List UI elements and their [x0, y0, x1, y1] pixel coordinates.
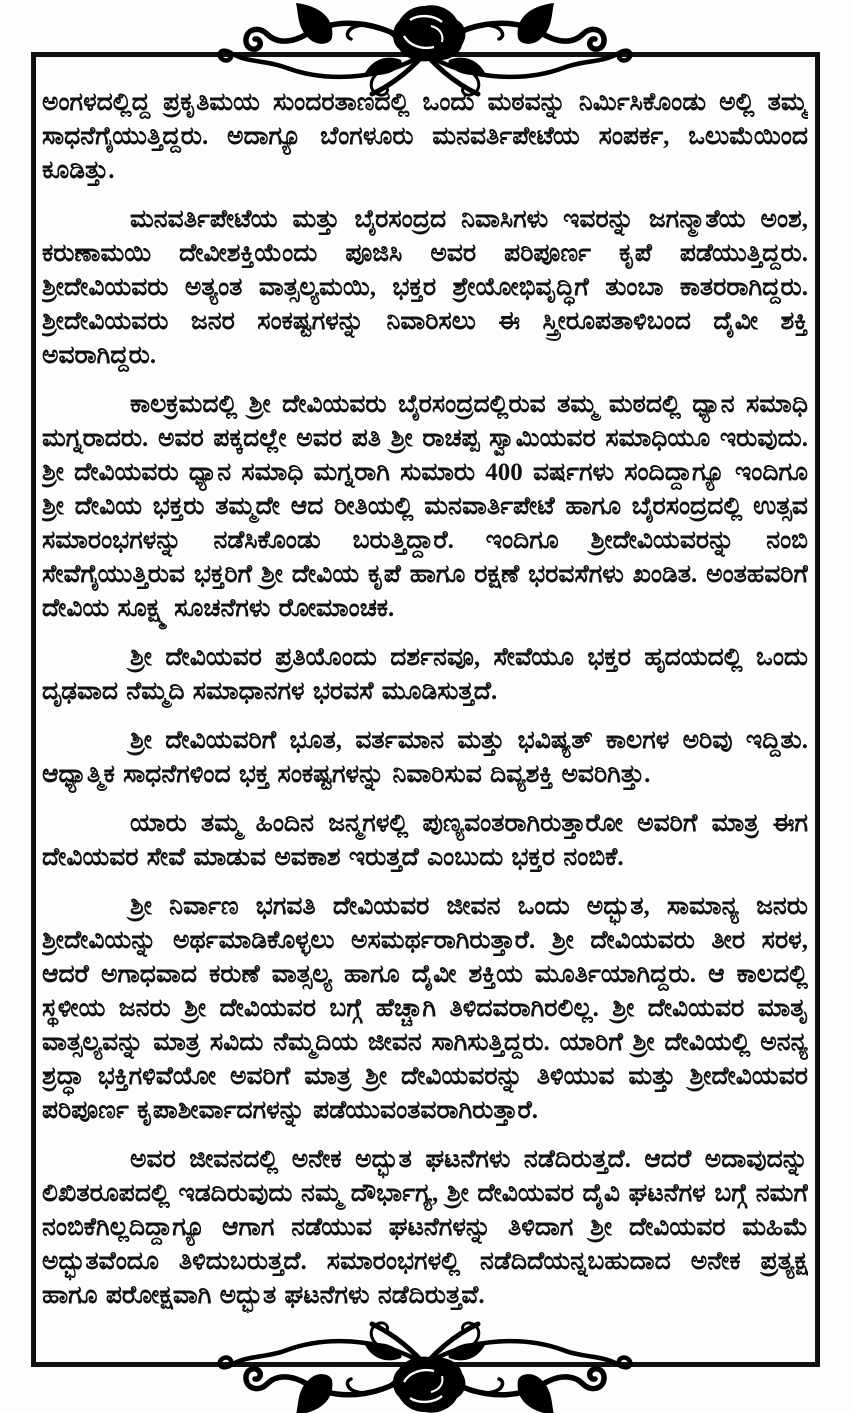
rose-flourish-ornament-bottom — [215, 1315, 635, 1413]
page-text-block — [42, 86, 808, 1313]
paragraph: ಶ್ರೀ ದೇವಿಯವರ ಪ್ರತಿಯೊಂದು ದರ್ಶನವೂ, ಸೇವೆಯೂ ಭಕ್ತರ ಹೃದಯದಲ್ಲಿ ಒಂದು ದೃಢವಾದ ನೆಮ್ಮದಿ ಸಮಾಧಾನಗಳ ಭರವಸೆ ಮೂಡಿಸುತ್ತದೆ. — [42, 644, 808, 705]
rose-icon — [393, 5, 465, 61]
paragraph: ಅಂಗಳದಲ್ಲಿದ್ದ ಪ್ರಕೃತಿಮಯ ಸುಂದರತಾಣದಲ್ಲಿ ಒಂದು ಮಠವನ್ನು ನಿರ್ಮಿಸಿಕೊಂಡು ಅಲ್ಲಿ ತಮ್ಮ ಸಾಧನೆಗೈಯುತ್ತಿದ್ದರು. ಅದಾಗ್ಯೂ ಬೆಂಗಳೂರು ಮನವರ್ತಿಪೇಟೆಯ ಸಂಪರ್ಕ, ಒಲುಮೆಯಿಂದ ಕೂಡಿತ್ತು. — [42, 89, 808, 184]
paragraph: ಯಾರು ತಮ್ಮ ಹಿಂದಿನ ಜನ್ಮಗಳಲ್ಲಿ ಪುಣ್ಯವಂತರಾಗಿರುತ್ತಾರೋ ಅವರಿಗೆ ಮಾತ್ರ ಈಗ ದೇವಿಯವರ ಸೇವೆ ಮಾಡುವ ಅವಕಾಶ ಇರುತ್ತದೆ ಎಂಬುದು ಭಕ್ತರ ನಂಬಿಕೆ. — [42, 810, 808, 871]
paragraph: ಮನವರ್ತಿಪೇಟೆಯ ಮತ್ತು ಬೈರಸಂದ್ರದ ನಿವಾಸಿಗಳು ಇವರನ್ನು ಜಗನ್ಮಾತೆಯ ಅಂಶ, ಕರುಣಾಮಯಿ ದೇವೀಶಕ್ತಿಯೆಂದು ಪೂಜಿಸಿ ಅವರ ಪರಿಪೂರ್ಣ ಕೃಪೆ ಪಡೆಯುತ್ತಿದ್ದರು. ಶ್ರೀದೇವಿಯವರು ಅತ್ಯಂತ ವಾತ್ಸಲ್ಯಮಯಿ, ಭಕ್ತರ ಶ್ರೇಯೋಭಿವೃದ್ಧಿಗೆ ತುಂಬಾ ಕಾತರರಾಗಿದ್ದರು. ಶ್ರೀದೇವಿಯವರು ಜನರ ಸಂಕಷ್ಟಗಳನ್ನು ನಿವಾರಿಸಲು ಈ ಸ್ತ್ರೀರೂಪತಾಳಿಬಂದ ದೈವೀ ಶಕ್ತಿ ಅವರಾಗಿದ್ದರು. — [42, 206, 808, 369]
paragraph: ಅವರ ಜೀವನದಲ್ಲಿ ಅನೇಕ ಅದ್ಭುತ ಘಟನೆಗಳು ನಡೆದಿರುತ್ತದೆ. ಆದರೆ ಅದಾವುದನ್ನು ಲಿಖಿತರೂಪದಲ್ಲಿ ಇಡದಿರುವುದು ನಮ್ಮ ದೌರ್ಭಾಗ್ಯ, ಶ್ರೀ ದೇವಿಯವರ ದೈವಿ ಘಟನೆಗಳ ಬಗ್ಗೆ ನಮಗೆ ನಂಬಿಕೆಗಿಲ್ಲದಿದ್ದಾಗ್ಯೂ ಆಗಾಗ ನಡೆಯುವ ಘಟನೆಗಳನ್ನು ತಿಳಿದಾಗ ಶ್ರೀ ದೇವಿಯವರ ಮಹಿಮೆ ಅದ್ಭುತವೆಂದೂ ತಿಳಿದುಬರುತ್ತದೆ. ಸಮಾರಂಭಗಳಲ್ಲಿ ನಡೆದಿದೆಯನ್ನಬಹುದಾದ ಅನೇಕ ಪ್ರತ್ಯಕ್ಷ ಹಾಗೂ ಪರೋಕ್ಷವಾಗಿ ಅದ್ಭುತ ಘಟನೆಗಳು ನಡೆದಿರುತ್ತವೆ. — [42, 1146, 808, 1309]
paragraph: ಶ್ರೀ ದೇವಿಯವರಿಗೆ ಭೂತ, ವರ್ತಮಾನ ಮತ್ತು ಭವಿಷ್ಯತ್ ಕಾಲಗಳ ಅರಿವು ಇದ್ದಿತು. ಆಧ್ಯಾತ್ಮಿಕ ಸಾಧನೆಗಳಿಂದ ಭಕ್ತ ಸಂಕಷ್ಟಗಳನ್ನು ನಿವಾರಿಸುವ ದಿವ್ಯಶಕ್ತಿ ಅವರಿಗಿತ್ತು. — [42, 727, 808, 788]
paragraph: ಕಾಲಕ್ರಮದಲ್ಲಿ ಶ್ರೀ ದೇವಿಯವರು ಬೈರಸಂದ್ರದಲ್ಲಿರುವ ತಮ್ಮ ಮಠದಲ್ಲಿ ಧ್ಯಾನ ಸಮಾಧಿ ಮಗ್ನರಾದರು. ಅವರ ಪಕ್ಕದಲ್ಲೇ ಅವರ ಪತಿ ಶ್ರೀ ರಾಚಪ್ಪ ಸ್ವಾಮಿಯವರ ಸಮಾಧಿಯೂ ಇರುವುದು. ಶ್ರೀ ದೇವಿಯವರು ಧ್ಯಾನ ಸಮಾಧಿ ಮಗ್ನರಾಗಿ ಸುಮಾರು 400 ವರ್ಷಗಳು ಸಂದಿದ್ದಾಗ್ಯೂ ಇಂದಿಗೂ ಶ್ರೀ ದೇವಿಯ ಭಕ್ತರು ತಮ್ಮದೇ ಆದ ರೀತಿಯಲ್ಲಿ ಮನವಾರ್ತಿಪೇಟೆ ಹಾಗೂ ಬೈರಸಂದ್ರದಲ್ಲಿ ಉತ್ಸವ ಸಮಾರಂಭಗಳನ್ನು ನಡೆಸಿಕೊಂಡು ಬರುತ್ತಿದ್ದಾರೆ. ಇಂದಿಗೂ ಶ್ರೀದೇವಿಯವರನ್ನು ನಂಬಿ ಸೇವೆಗೈಯುತ್ತಿರುವ ಭಕ್ತರಿಗೆ ಶ್ರೀ ದೇವಿಯ ಕೃಪೆ ಹಾಗೂ ರಕ್ಷಣೆ ಭರವಸೆಗಳು ಖಂಡಿತ. ಅಂತಹವರಿಗೆ ದೇವಿಯ ಸೂಕ್ಷ್ಮ ಸೂಚನೆಗಳು ರೋಮಾಂಚಕ. — [42, 391, 808, 622]
paragraph: ಶ್ರೀ ನಿರ್ವಾಣ ಭಗವತಿ ದೇವಿಯವರ ಜೀವನ ಒಂದು ಅದ್ಭುತ, ಸಾಮಾನ್ಯ ಜನರು ಶ್ರೀದೇವಿಯನ್ನು ಅರ್ಥಮಾಡಿಕೊಳ್ಳಲು ಅಸಮರ್ಥರಾಗಿರುತ್ತಾರೆ. ಶ್ರೀ ದೇವಿಯವರು ತೀರ ಸರಳ, ಆದರೆ ಅಗಾಧವಾದ ಕರುಣೆ ವಾತ್ಸಲ್ಯ ಹಾಗೂ ದೈವೀ ಶಕ್ತಿಯ ಮೂರ್ತಿಯಾಗಿದ್ದರು. ಆ ಕಾಲದಲ್ಲಿ ಸ್ಥಳೀಯ ಜನರು ಶ್ರೀ ದೇವಿಯವರ ಬಗ್ಗೆ ಹೆಚ್ಚಾಗಿ ತಿಳಿದವರಾಗಿರಲಿಲ್ಲ. ಶ್ರೀ ದೇವಿಯವರ ಮಾತೃ ವಾತ್ಸಲ್ಯವನ್ನು ಮಾತ್ರ ಸವಿದು ನೆಮ್ಮದಿಯ ಜೀವನ ಸಾಗಿಸುತ್ತಿದ್ದರು. ಯಾರಿಗೆ ಶ್ರೀ ದೇವಿಯಲ್ಲಿ ಅನನ್ಯ ಶ್ರದ್ಧಾ ಭಕ್ತಿಗಳಿವೆಯೋ ಅವರಿಗೆ ಮಾತ್ರ ಶ್ರೀ ದೇವಿಯವರನ್ನು ತಿಳಿಯುವ ಮತ್ತು ಶ್ರೀದೇವಿಯವರ ಪರಿಪೂರ್ಣ ಕೃಪಾಶೀರ್ವಾದಗಳನ್ನು ಪಡೆಯುವಂತವರಾಗಿರುತ್ತಾರೆ. — [42, 893, 808, 1124]
